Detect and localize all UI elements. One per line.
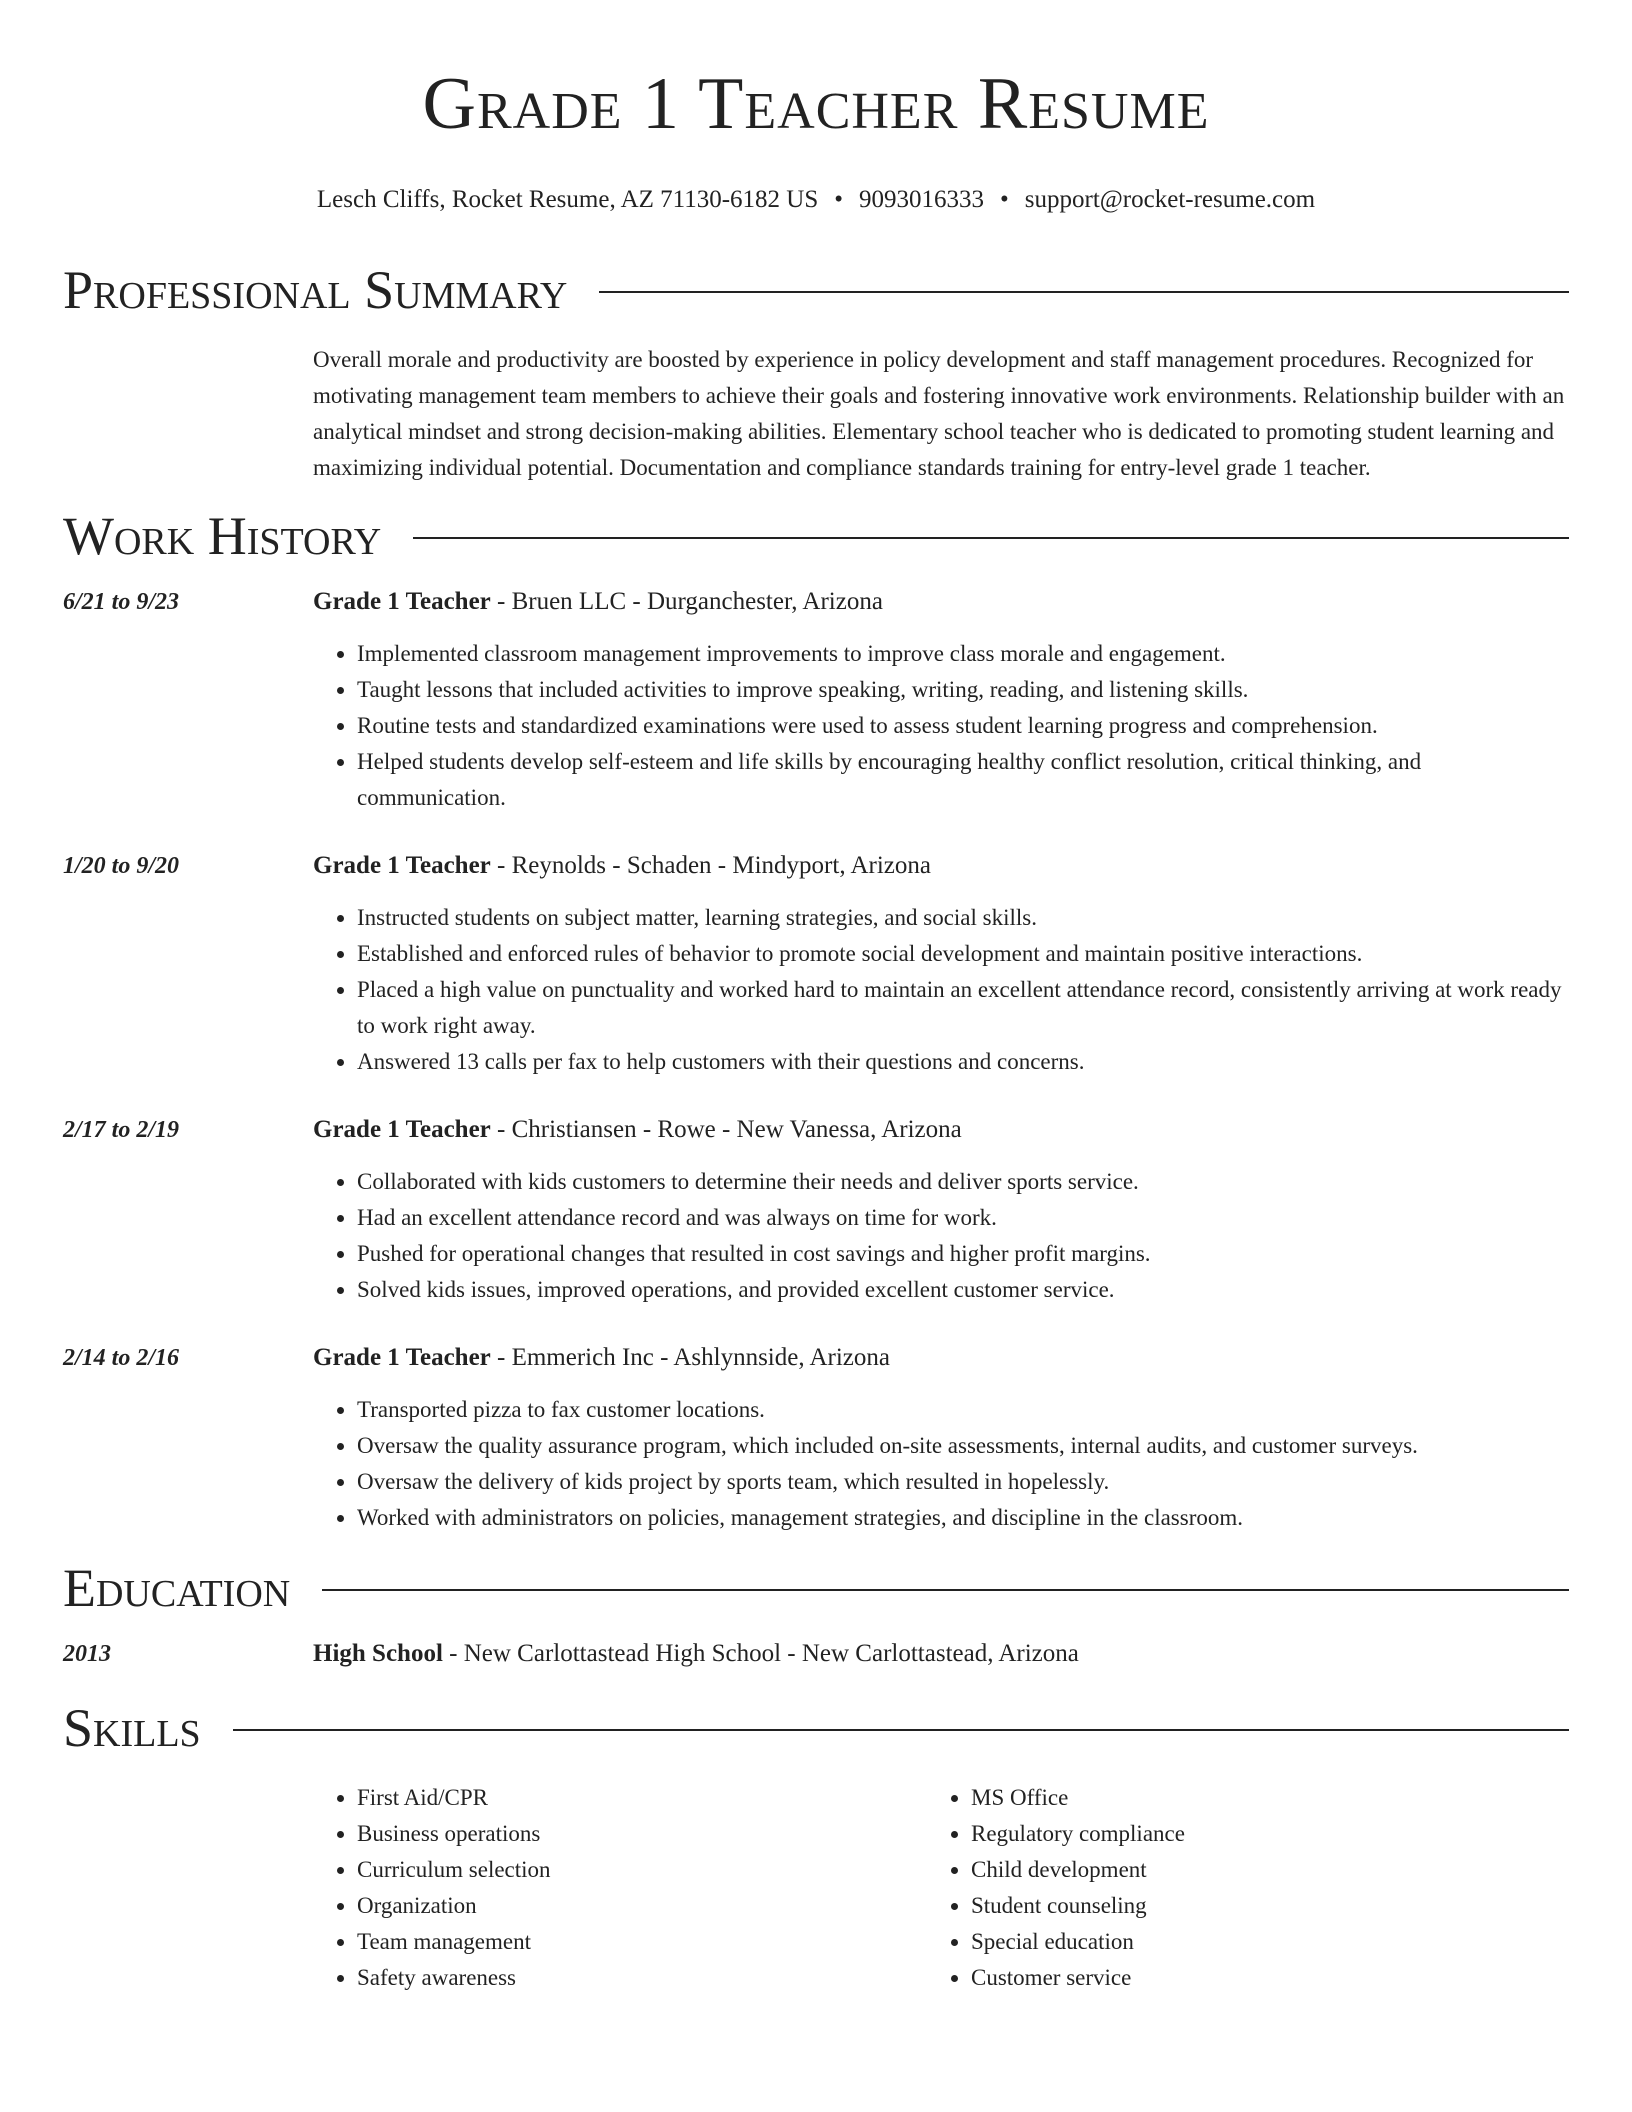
contact-phone: 9093016333 xyxy=(859,186,985,213)
job-bullets xyxy=(313,1164,1569,1308)
job-dates: 2/17 to 2/19 xyxy=(63,1117,180,1143)
job-bullet: • Worked with administrators on policies, management strategies, and discipline in the classroom. xyxy=(357,1500,1569,1536)
job-bullet: • Oversaw the quality assurance program, which included on-site assessments, internal audits, and customer surveys. xyxy=(357,1428,1569,1464)
job-title-line xyxy=(313,1112,1569,1148)
job-dates: 2/14 to 2/16 xyxy=(63,1345,180,1371)
skills-list xyxy=(313,1780,1541,1996)
work-history-heading: Work History xyxy=(63,506,382,566)
job-bullet: • Routine tests and standardized examinations were used to assess student learning progress and comprehension. xyxy=(357,708,1569,744)
skill-item: • Safety awareness xyxy=(357,1960,927,1996)
contact-separator: • xyxy=(1000,186,1009,213)
contact-address: Lesch Cliffs, Rocket Resume, AZ 71130-6182 US xyxy=(316,186,819,213)
skills-row xyxy=(63,1758,1569,1996)
skill-item: • Student counseling xyxy=(971,1888,1541,1924)
job-bullets xyxy=(313,636,1569,816)
job-title-line xyxy=(313,1340,1569,1376)
section-divider xyxy=(233,1729,1569,1731)
summary-text: Overall morale and productivity are boosted by experience in policy development and staff management procedures. Recognized for motivating management team members to achieve their goals and fostering innovative work environments. Relationship builder with an analytical mindset and strong decision-making abilities. Elementary school teacher who is dedicated to promoting student learning and maximizing individual potential. Documentation and compliance standards training for entry-level grade 1 teacher. xyxy=(313,347,1565,480)
job-bullet: • Taught lessons that included activities to improve speaking, writing, reading, and listening skills. xyxy=(357,672,1569,708)
job-dates: 1/20 to 9/20 xyxy=(63,853,180,879)
job-bullet: • Established and enforced rules of behavior to promote social development and maintain positive interactions. xyxy=(357,936,1569,972)
skill-item: • Business operations xyxy=(357,1816,927,1852)
job-entry xyxy=(63,848,1569,1080)
job-dates: 6/21 to 9/23 xyxy=(63,589,180,615)
job-bullet: • Solved kids issues, improved operations, and provided excellent customer service. xyxy=(357,1272,1569,1308)
education-section-header xyxy=(63,1558,1569,1618)
skill-item: • First Aid/CPR xyxy=(357,1780,927,1816)
education-entry xyxy=(63,1636,1569,1672)
contact-line xyxy=(63,184,1569,216)
job-bullet: • Answered 13 calls per fax to help customers with their questions and concerns. xyxy=(357,1044,1569,1080)
education-school: - New Carlottastead High School - New Carlottastead, Arizona xyxy=(442,1640,1079,1667)
section-divider xyxy=(413,537,1569,539)
section-divider xyxy=(599,291,1569,293)
skill-item: • Customer service xyxy=(971,1960,1541,1996)
summary-heading: Professional Summary xyxy=(63,260,568,320)
skills-column-left xyxy=(313,1780,927,1996)
job-bullet: • Pushed for operational changes that resulted in cost savings and higher profit margins. xyxy=(357,1236,1569,1272)
job-role: Grade 1 Teacher xyxy=(313,1116,491,1143)
skill-item: • Curriculum selection xyxy=(357,1852,927,1888)
skill-item: • Child development xyxy=(971,1852,1541,1888)
job-entry xyxy=(63,1112,1569,1308)
job-bullet: • Oversaw the delivery of kids project by sports team, which resulted in hopelessly. xyxy=(357,1464,1569,1500)
job-title-line xyxy=(313,848,1569,884)
job-bullet: • Had an excellent attendance record and was always on time for work. xyxy=(357,1200,1569,1236)
job-bullet: • Instructed students on subject matter, learning strategies, and social skills. xyxy=(357,900,1569,936)
page-title: Grade 1 Teacher Resume xyxy=(422,63,1210,145)
skills-heading: Skills xyxy=(63,1698,201,1758)
job-employer: - Emmerich Inc - Ashlynnside, Arizona xyxy=(490,1344,890,1371)
job-bullets xyxy=(313,900,1569,1080)
summary-row xyxy=(63,320,1569,486)
section-divider xyxy=(322,1589,1569,1591)
job-role: Grade 1 Teacher xyxy=(313,1344,491,1371)
contact-email: support@rocket-resume.com xyxy=(1024,186,1316,213)
work-history-list xyxy=(63,584,1569,1536)
work-history-section-header xyxy=(63,506,1569,566)
job-bullet: • Collaborated with kids customers to determine their needs and deliver sports service. xyxy=(357,1164,1569,1200)
job-entry xyxy=(63,584,1569,816)
job-employer: - Christiansen - Rowe - New Vanessa, Arizona xyxy=(490,1116,962,1143)
job-role: Grade 1 Teacher xyxy=(313,852,491,879)
skills-section-header xyxy=(63,1698,1569,1758)
skill-item: • Organization xyxy=(357,1888,927,1924)
job-role: Grade 1 Teacher xyxy=(313,588,491,615)
education-heading: Education xyxy=(63,1558,291,1618)
job-bullet: • Transported pizza to fax customer locations. xyxy=(357,1392,1569,1428)
job-bullet: • Helped students develop self-esteem and life skills by encouraging healthy conflict resolution, critical thinking, and communication. xyxy=(357,744,1569,816)
skill-item: • Team management xyxy=(357,1924,927,1960)
contact-separator: • xyxy=(834,186,844,213)
skill-item: • Regulatory compliance xyxy=(971,1816,1541,1852)
job-bullet: • Implemented classroom management improvements to improve class morale and engagement. xyxy=(357,636,1569,672)
education-line xyxy=(313,1636,1569,1672)
job-bullets xyxy=(313,1392,1569,1536)
education-degree: High School xyxy=(313,1640,443,1667)
education-year: 2013 xyxy=(63,1641,111,1667)
job-bullet: • Placed a high value on punctuality and worked hard to maintain an excellent attendance record, consistently arriving at work ready to work right away. xyxy=(357,972,1569,1044)
job-entry xyxy=(63,1340,1569,1536)
job-title-line xyxy=(313,584,1569,620)
skills-column-right xyxy=(927,1780,1541,1996)
job-employer: - Bruen LLC - Durganchester, Arizona xyxy=(490,588,883,615)
job-employer: - Reynolds - Schaden - Mindyport, Arizona xyxy=(490,852,931,879)
skill-item: • MS Office xyxy=(971,1780,1541,1816)
skill-item: • Special education xyxy=(971,1924,1541,1960)
summary-section-header xyxy=(63,260,1569,320)
